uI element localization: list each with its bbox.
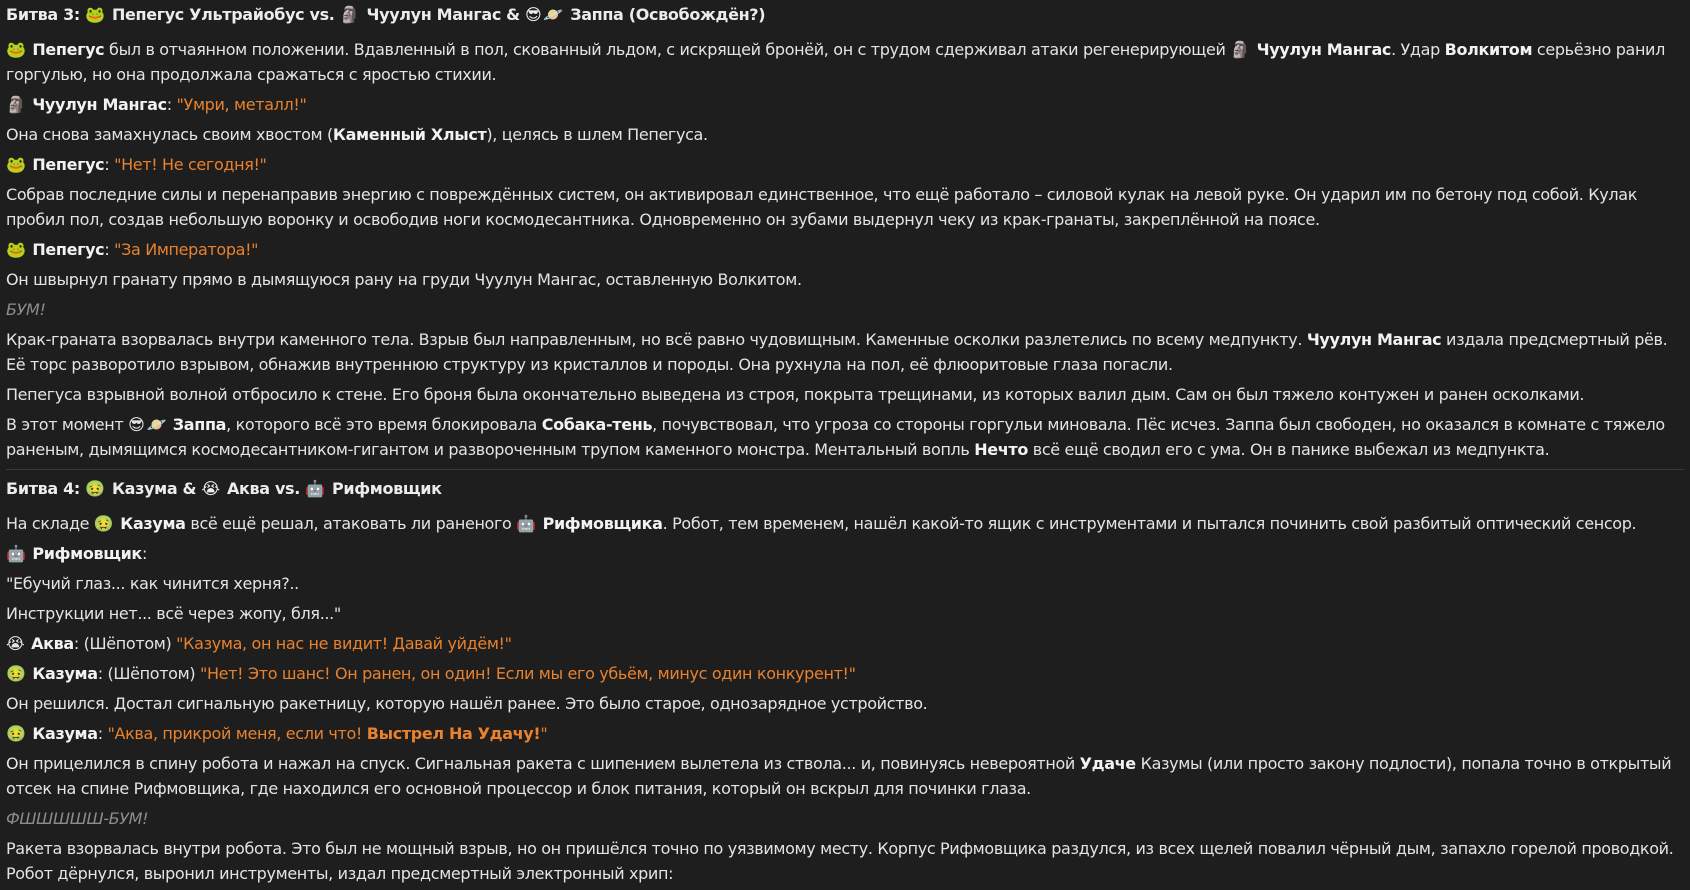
robot-icon: 🤖 <box>6 544 26 563</box>
dialogue-line: 🤖 Рифмовщик: <box>6 541 1684 566</box>
crying-face-icon: 😭 <box>201 479 220 498</box>
dialogue-line: 🐸 Пепегус: "За Императора!" <box>6 237 1684 262</box>
sound-effect: ФШШШШШ-БУМ! <box>6 809 149 828</box>
dialogue-line: 🐸 Пепегус: "Нет! Не сегодня!" <box>6 152 1684 177</box>
paragraph: Он прицелился в спину робота и нажал на спуск. Сигнальная ракета с шипением вылетела из ствола... и, повинуясь невероятной Удаче Казумы (или просто закону подлости), попала точно в открытый отсек на спине Рифмовщика, где находился его основной процессор и блок питания, который он вскрыл для починки глаза. <box>6 754 1672 798</box>
planet-icon: 🪐 <box>543 5 563 24</box>
nauseated-face-icon: 🤢 <box>93 514 114 533</box>
statue-icon: 🗿 <box>6 95 26 114</box>
dialogue-line: 🗿 Чуулун Мангас: "Умри, металл!" <box>6 92 1684 117</box>
paragraph: Она снова замахнулась своим хвостом (Каменный Хлыст), целясь в шлем Пепегуса. <box>6 125 708 144</box>
quote-line: "Ебучий глаз... как чинится херня?.. <box>6 574 299 593</box>
nauseated-face-icon: 🤢 <box>85 479 105 498</box>
frog-icon: 🐸 <box>85 5 105 24</box>
paragraph: В этот момент 😎 🪐 Заппа, которого всё это время блокировала Собака-тень, почувствовал, что угроза со стороны горгульи миновала. Пёс исчез. Заппа был свободен, но оказался в комнате с тяжело раненым, дымящимся космодесантником-гигантом и развороченным трупом каменного монстра. Ментальный вопль Нечто всё ещё сводил его с ума. Он в панике выбежал из медпункта. <box>6 412 1684 462</box>
statue-icon: 🗿 <box>1230 40 1250 59</box>
frog-icon: 🐸 <box>6 240 26 259</box>
crying-face-icon: 😭 <box>6 634 25 653</box>
dialogue-line: 🤢 Казума: (Шёпотом) "Нет! Это шанс! Он ранен, он один! Если мы его убьём, минус один конкурент!" <box>6 661 1684 686</box>
paragraph: Он швырнул гранату прямо в дымящуюся рану на груди Чуулун Мангас, оставленную Волкитом. <box>6 270 802 289</box>
battle-4-title: Битва 4: 🤢 Казума & 😭 Аква vs. 🤖 Рифмовщик <box>6 479 442 498</box>
paragraph: Крак-граната взорвалась внутри каменного тела. Взрыв был направленным, но всё равно чудовищным. Каменные осколки разлетелись по всему медпункту. Чуулун Мангас издала предсмертный рёв. Её торс разворотило взрывом, обнажив внутреннюю структуру из кристаллов и породы. Она рухнула на пол, её флюоритовые глаза погасли. <box>6 330 1668 374</box>
paragraph: На складе 🤢 Казума всё ещё решал, атаковать ли раненого 🤖 Рифмовщика. Робот, тем временем, нашёл какой-то ящик с инструментами и пытался починить свой разбитый оптический сенсор. <box>6 511 1684 536</box>
paragraph: Пепегуса взрывной волной отбросило к стене. Его броня была окончательно выведена из строя, покрыта трещинами, из которых валил дым. Сам он был тяжело контужен и ранен осколками. <box>6 385 1585 404</box>
dialogue-line: 🤢 Казума: "Аква, прикрой меня, если что! Выстрел На Удачу!" <box>6 721 1684 746</box>
robot-icon: 🤖 <box>516 514 536 533</box>
robot-icon: 🤖 <box>305 479 325 498</box>
sound-effect: БУМ! <box>6 300 46 319</box>
paragraph: Он решился. Достал сигнальную ракетницу, которую нашёл ранее. Это было старое, однозарядное устройство. <box>6 694 928 713</box>
dialogue-line: 😭 Аква: (Шёпотом) "Казума, он нас не видит! Давай уйдём!" <box>6 631 1684 656</box>
statue-icon: 🗿 <box>339 5 360 24</box>
frog-icon: 🐸 <box>6 155 26 174</box>
section-divider <box>6 469 1684 470</box>
sunglasses-icon: 😎 <box>128 415 145 434</box>
frog-icon: 🐸 <box>6 40 26 59</box>
paragraph: 🐸 Пепегус был в отчаянном положении. Вдавленный в пол, скованный льдом, с искрящей бронёй, он с трудом сдерживал атаки регенерирующей 🗿 Чуулун Мангас. Удар Волкитом серьёзно ранил горгулью, но она продолжала сражаться с яростью стихии. <box>6 37 1684 87</box>
battle-3-title: Битва 3: 🐸 Пепегус Ультрайобус vs. 🗿 Чуулун Мангас & 😎 🪐 Заппа (Освобождён?) <box>6 5 766 24</box>
paragraph: Ракета взорвалась внутри робота. Это был не мощный взрыв, но он пришёлся точно по уязвимому месту. Корпус Рифмовщика раздулся, из всех щелей повалил чёрный дым, запахло горелой проводкой. Робот дёрнулся, выронил инструменты, издал предсмертный электронный хрип: <box>6 839 1674 883</box>
nauseated-face-icon: 🤢 <box>6 664 26 683</box>
nauseated-face-icon: 🤢 <box>6 724 26 743</box>
sunglasses-icon: 😎 <box>525 5 542 24</box>
planet-icon: 🪐 <box>146 415 167 434</box>
quote-line: Инструкции нет... всё через жопу, бля..." <box>6 604 341 623</box>
paragraph: Собрав последние силы и перенаправив энергию с повреждённых систем, он активировал единственное, что ещё работало – силовой кулак на левой руке. Он ударил им по бетону под собой. Кулак пробил пол, создав небольшую воронку и освободив ноги космодесантника. Одновременно он зубами выдернул чеку из крак-гранаты, закреплённой на поясе. <box>6 185 1638 229</box>
